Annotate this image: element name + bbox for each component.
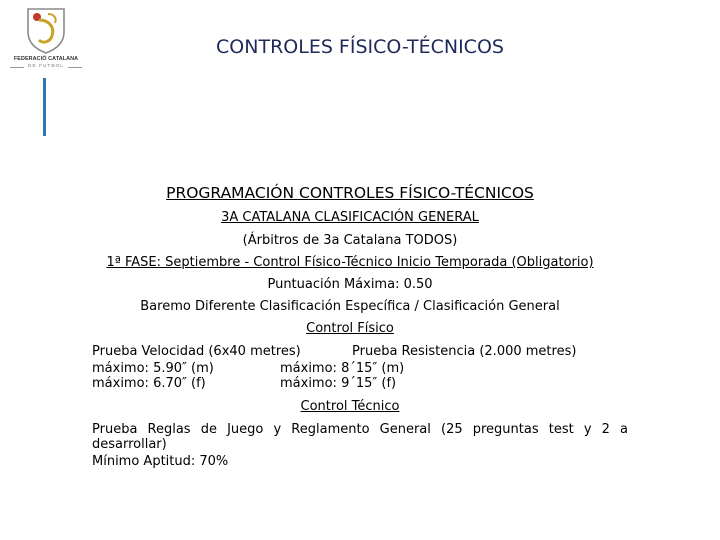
logo-name: FEDERACIÓ CATALANA [13, 56, 79, 62]
rules-test-line-1: Prueba Reglas de Juego y Reglamento General (25 preguntas test y 2 a [92, 422, 628, 437]
rules-test-line-2: desarrollar) [92, 437, 167, 452]
physical-control-title: Control Físico [306, 321, 394, 336]
minimum-aptitude: Mínimo Aptitud: 70% [92, 454, 229, 469]
category-subheading: 3A CATALANA CLASIFICACIÓN GENERAL [221, 210, 479, 225]
scale-line: Baremo Diferente Clasificación Específica / Clasificación General [140, 299, 560, 314]
page-title: CONTROLES FÍSICO-TÉCNICOS [216, 36, 504, 58]
phase-line: 1ª FASE: Septiembre - Control Físico-Técnico Inicio Temporada (Obligatorio) [106, 255, 594, 270]
logo-subtitle: DE FUTBOL [28, 64, 64, 69]
referees-note: (Árbitros de 3a Catalana TODOS) [242, 233, 458, 248]
endurance-max-men: máximo: 8´15″ (m) [280, 361, 405, 376]
endurance-test: Prueba Resistencia (2.000 metres) [352, 344, 577, 359]
program-heading: PROGRAMACIÓN CONTROLES FÍSICO-TÉCNICOS [166, 184, 534, 202]
technical-control-title: Control Técnico [300, 399, 400, 414]
speed-max-men: máximo: 5.90″ (m) [92, 361, 214, 376]
federation-logo [10, 6, 82, 72]
endurance-max-women: máximo: 9´15″ (f) [280, 376, 397, 391]
accent-bar [43, 78, 46, 136]
federacio-catalana-shield-logo-icon [24, 6, 68, 54]
speed-max-women: máximo: 6.70″ (f) [92, 376, 206, 391]
logo-rule-right [68, 67, 82, 68]
max-score: Puntuación Máxima: 0.50 [267, 277, 433, 292]
speed-test: Prueba Velocidad (6x40 metres) [92, 344, 301, 359]
